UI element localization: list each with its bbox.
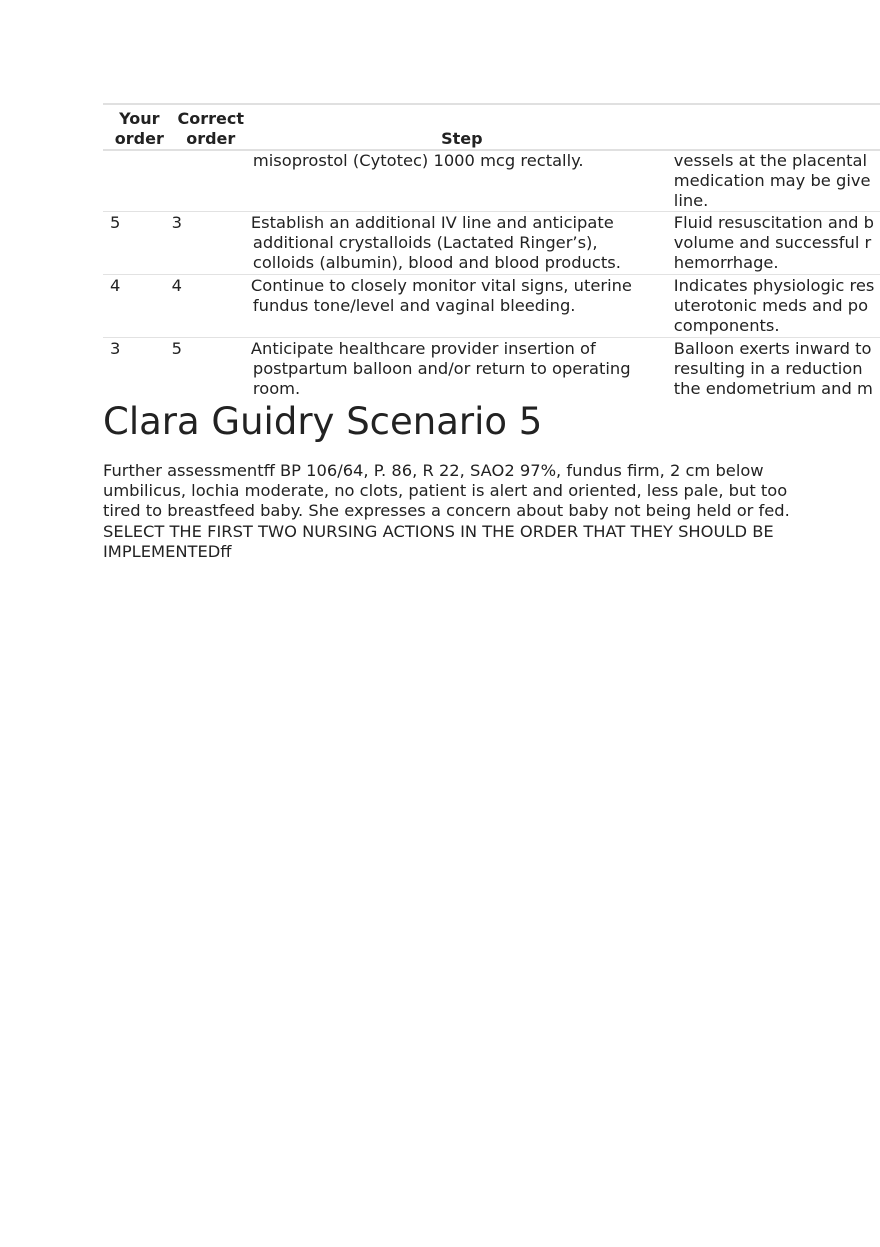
table-row (103, 338, 880, 400)
rationale-cell: Balloon exerts inward to resulting in a reduction the endometrium and m (673, 339, 873, 398)
step-cell: Establish an additional IV line and anticipate additional crystalloids (Lactated Ringer’s), colloids (albumin), blood and blood products. (250, 213, 621, 272)
table-body (103, 150, 880, 400)
step-cell: misoprostol (Cytotec) 1000 mcg rectally. (252, 151, 584, 170)
scenario-title: Clara Guidry Scenario 5 (103, 400, 543, 443)
your-order-cell (103, 150, 169, 212)
correct-order-cell: 3 (171, 213, 182, 232)
header-step: Step (441, 129, 483, 148)
header-your-order: Your order (114, 109, 164, 148)
step-cell: Continue to closely monitor vital signs, uterine fundus tone/level and vaginal bleeding. (250, 276, 632, 315)
ordering-table (103, 103, 880, 400)
table-header (103, 104, 880, 150)
your-order-cell: 3 (110, 339, 121, 358)
table-row (103, 275, 880, 338)
scenario-description: Further assessmentff BP 106/64, P. 86, R 22, SAO2 97%, fundus firm, 2 cm below umbilicus, lochia moderate, no clots, patient is alert and oriented, less pale, but too tired to breastfeed baby. She expresses a concern about baby not being held or fed. SELECT THE FIRST TWO NURSING ACTIONS IN THE ORDER THAT THEY SHOULD BE IMPLEMENTEDff (103, 461, 790, 561)
header-correct-order: Correct order (177, 109, 244, 148)
step-cell: Anticipate healthcare provider insertion of postpartum balloon and/or return to operating room. (250, 339, 631, 398)
correct-order-cell (169, 150, 250, 212)
table-row (103, 212, 880, 275)
your-order-cell: 5 (110, 213, 121, 232)
header-rationale (674, 104, 880, 150)
rationale-cell: Indicates physiologic res uterotonic meds and po components. (673, 276, 875, 335)
table-row (103, 150, 880, 212)
rationale-cell: Fluid resuscitation and b volume and successful r hemorrhage. (673, 213, 875, 272)
your-order-cell: 4 (110, 276, 121, 295)
correct-order-cell: 5 (171, 339, 182, 358)
rationale-cell: vessels at the placental medication may be give line. (673, 151, 871, 210)
table-header-row (103, 104, 880, 150)
correct-order-cell: 4 (171, 276, 182, 295)
